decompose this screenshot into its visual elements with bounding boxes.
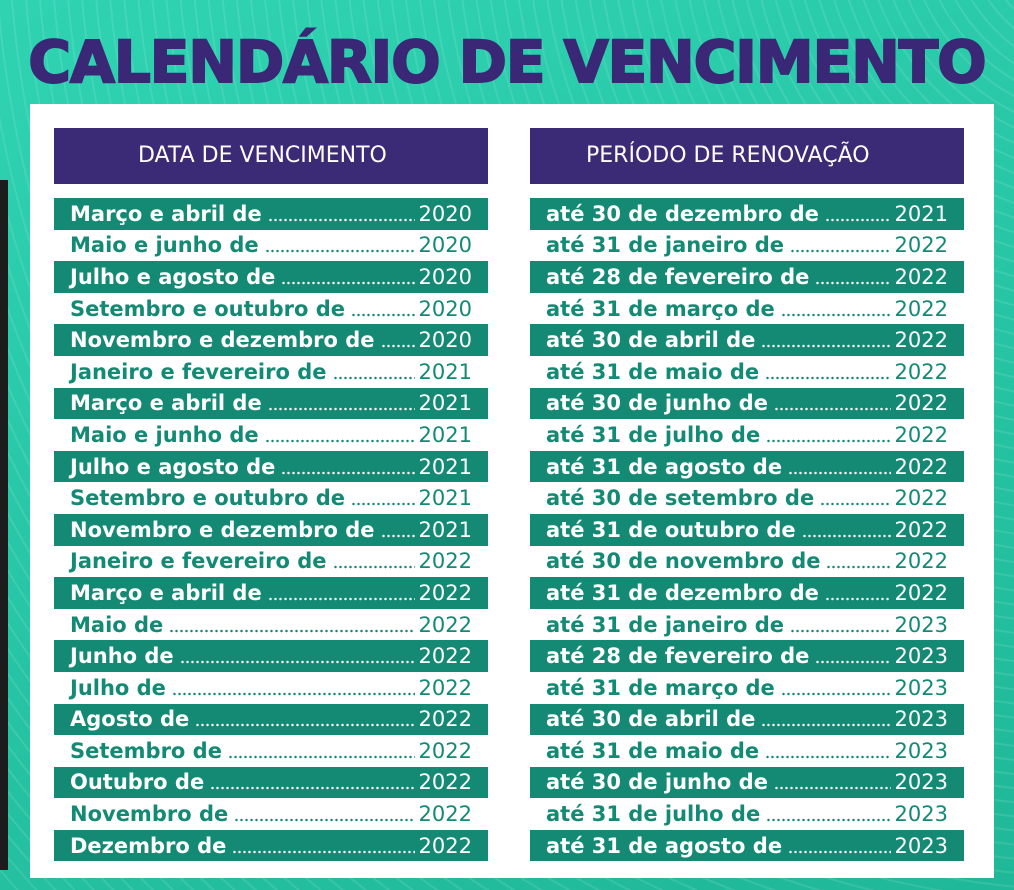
- due-date-header: DATA DE VENCIMENTO: [54, 128, 488, 184]
- row-year: 2023: [894, 612, 948, 637]
- table-row: [54, 672, 488, 704]
- dot-leader: [766, 816, 890, 824]
- table-row: [530, 356, 964, 388]
- dot-leader: [815, 279, 890, 287]
- row-year: 2022: [418, 612, 472, 637]
- table-row: [54, 261, 488, 293]
- row-label: Setembro de: [70, 738, 222, 763]
- dot-leader: [826, 563, 890, 571]
- row-year: 2021: [418, 486, 472, 511]
- row-year: 2022: [894, 549, 948, 574]
- row-label: até 31 de janeiro de: [546, 233, 785, 258]
- row-year: 2023: [894, 770, 948, 795]
- row-label: até 28 de fevereiro de: [546, 264, 810, 289]
- table-row: [54, 830, 488, 862]
- table-row: [54, 419, 488, 451]
- table-row: [530, 482, 964, 514]
- dot-leader: [351, 500, 415, 508]
- page-title: CALENDÁRIO DE VENCIMENTO: [28, 28, 986, 96]
- dot-leader: [761, 721, 890, 729]
- table-row: [530, 514, 964, 546]
- row-year: 2023: [894, 644, 948, 669]
- dot-leader: [180, 658, 415, 666]
- table-row: [54, 388, 488, 420]
- table-row: [54, 735, 488, 767]
- row-label: Setembro e outubro de: [70, 296, 345, 321]
- row-year: 2020: [418, 328, 472, 353]
- row-year: 2023: [894, 738, 948, 763]
- dot-leader: [781, 690, 891, 698]
- table-row: [530, 324, 964, 356]
- row-label: até 30 de setembro de: [546, 486, 815, 511]
- row-label: até 31 de julho de: [546, 422, 761, 447]
- table-row: [54, 546, 488, 578]
- row-year: 2022: [894, 517, 948, 542]
- dot-leader: [802, 532, 891, 540]
- row-year: 2021: [894, 201, 948, 226]
- row-year: 2022: [418, 770, 472, 795]
- row-label: até 28 de fevereiro de: [546, 644, 810, 669]
- row-year: 2021: [418, 454, 472, 479]
- row-year: 2023: [894, 802, 948, 827]
- row-year: 2022: [418, 675, 472, 700]
- row-label: até 31 de outubro de: [546, 517, 796, 542]
- row-year: 2022: [894, 580, 948, 605]
- table-row: [54, 609, 488, 641]
- row-label: até 31 de março de: [546, 296, 775, 321]
- dot-leader: [268, 595, 415, 603]
- dot-leader: [228, 753, 415, 761]
- dot-leader: [265, 247, 415, 255]
- dot-leader: [351, 311, 415, 319]
- row-label: até 30 de dezembro de: [546, 201, 819, 226]
- left-edge-bar: [0, 180, 8, 870]
- row-label: Março e abril de: [70, 391, 262, 416]
- row-year: 2022: [418, 738, 472, 763]
- table-row: [530, 388, 964, 420]
- row-label: Maio e junho de: [70, 422, 259, 447]
- row-label: até 31 de agosto de: [546, 833, 783, 858]
- row-year: 2020: [418, 201, 472, 226]
- row-label: até 30 de junho de: [546, 391, 768, 416]
- row-year: 2022: [418, 644, 472, 669]
- row-label: até 31 de maio de: [546, 359, 760, 384]
- table-row: [530, 577, 964, 609]
- row-label: até 31 de dezembro de: [546, 580, 819, 605]
- dot-leader: [781, 311, 891, 319]
- calendar-panel: [30, 104, 994, 878]
- row-label: até 30 de abril de: [546, 328, 756, 353]
- row-label: até 30 de novembro de: [546, 549, 821, 574]
- table-row: [530, 767, 964, 799]
- row-year: 2021: [418, 391, 472, 416]
- table-row: [530, 293, 964, 325]
- table-row: [530, 735, 964, 767]
- row-year: 2021: [418, 359, 472, 384]
- table-row: [54, 356, 488, 388]
- dot-leader: [761, 342, 890, 350]
- row-label: até 30 de abril de: [546, 707, 756, 732]
- row-year: 2020: [418, 233, 472, 258]
- table-row: [530, 198, 964, 230]
- due-date-list: [54, 198, 488, 861]
- dot-leader: [815, 658, 890, 666]
- row-year: 2022: [894, 359, 948, 384]
- row-label: Novembro e dezembro de: [70, 328, 375, 353]
- dot-leader: [774, 784, 891, 792]
- row-year: 2022: [418, 707, 472, 732]
- dot-leader: [765, 374, 890, 382]
- table-row: [54, 798, 488, 830]
- row-year: 2020: [418, 296, 472, 321]
- table-row: [54, 640, 488, 672]
- dot-leader: [788, 848, 890, 856]
- table-row: [54, 514, 488, 546]
- dot-leader: [820, 500, 890, 508]
- row-label: até 31 de julho de: [546, 802, 761, 827]
- row-label: Julho de: [70, 675, 166, 700]
- row-label: Novembro e dezembro de: [70, 517, 375, 542]
- row-label: Julho e agosto de: [70, 264, 276, 289]
- row-year: 2022: [418, 549, 472, 574]
- row-label: até 31 de março de: [546, 675, 775, 700]
- table-row: [54, 577, 488, 609]
- row-year: 2023: [894, 707, 948, 732]
- dot-leader: [265, 437, 415, 445]
- dot-leader: [232, 848, 414, 856]
- table-row: [530, 830, 964, 862]
- row-year: 2022: [418, 802, 472, 827]
- row-year: 2021: [418, 517, 472, 542]
- dot-leader: [195, 721, 414, 729]
- dot-leader: [766, 437, 890, 445]
- row-label: Novembro de: [70, 802, 229, 827]
- row-label: Maio e junho de: [70, 233, 259, 258]
- dot-leader: [172, 690, 415, 698]
- table-row: [530, 704, 964, 736]
- table-row: [530, 672, 964, 704]
- row-label: Julho e agosto de: [70, 454, 276, 479]
- row-year: 2022: [894, 422, 948, 447]
- row-year: 2021: [418, 422, 472, 447]
- table-row: [54, 293, 488, 325]
- row-label: Maio de: [70, 612, 164, 637]
- table-row: [530, 640, 964, 672]
- dot-leader: [381, 532, 415, 540]
- row-label: Junho de: [70, 644, 174, 669]
- table-row: [54, 482, 488, 514]
- row-year: 2022: [894, 328, 948, 353]
- row-label: até 31 de janeiro de: [546, 612, 785, 637]
- table-row: [54, 704, 488, 736]
- dot-leader: [765, 753, 890, 761]
- row-year: 2023: [894, 675, 948, 700]
- table-row: [530, 451, 964, 483]
- row-year: 2022: [894, 233, 948, 258]
- row-label: Janeiro e fevereiro de: [70, 359, 327, 384]
- table-row: [530, 419, 964, 451]
- row-year: 2020: [418, 264, 472, 289]
- renewal-period-header: PERÍODO DE RENOVAÇÃO: [530, 128, 964, 184]
- table-row: [54, 198, 488, 230]
- row-year: 2022: [894, 391, 948, 416]
- row-year: 2022: [894, 264, 948, 289]
- table-row: [530, 798, 964, 830]
- row-year: 2022: [894, 454, 948, 479]
- table-row: [530, 546, 964, 578]
- dot-leader: [381, 342, 415, 350]
- dot-leader: [268, 405, 415, 413]
- dot-leader: [774, 405, 891, 413]
- table-row: [530, 609, 964, 641]
- table-row: [530, 261, 964, 293]
- dot-leader: [825, 595, 891, 603]
- table-row: [54, 230, 488, 262]
- table-row: [54, 324, 488, 356]
- dot-leader: [790, 247, 891, 255]
- dot-leader: [790, 627, 891, 635]
- row-label: Janeiro e fevereiro de: [70, 549, 327, 574]
- dot-leader: [234, 816, 414, 824]
- row-year: 2022: [418, 833, 472, 858]
- row-label: até 30 de junho de: [546, 770, 768, 795]
- table-row: [530, 230, 964, 262]
- dot-leader: [281, 469, 414, 477]
- row-label: Setembro e outubro de: [70, 486, 345, 511]
- dot-leader: [281, 279, 414, 287]
- row-year: 2023: [894, 833, 948, 858]
- row-year: 2022: [894, 486, 948, 511]
- row-label: Agosto de: [70, 707, 190, 732]
- row-label: Março e abril de: [70, 580, 262, 605]
- row-label: até 31 de maio de: [546, 738, 760, 763]
- dot-leader: [333, 563, 415, 571]
- dot-leader: [825, 216, 891, 224]
- row-label: Março e abril de: [70, 201, 262, 226]
- row-year: 2022: [894, 296, 948, 321]
- dot-leader: [169, 627, 414, 635]
- row-label: até 31 de agosto de: [546, 454, 783, 479]
- row-label: Dezembro de: [70, 833, 227, 858]
- dot-leader: [333, 374, 415, 382]
- dot-leader: [210, 784, 414, 792]
- dot-leader: [268, 216, 415, 224]
- row-year: 2022: [418, 580, 472, 605]
- table-row: [54, 451, 488, 483]
- dot-leader: [788, 469, 890, 477]
- table-row: [54, 767, 488, 799]
- renewal-period-list: [530, 198, 964, 861]
- row-label: Outubro de: [70, 770, 205, 795]
